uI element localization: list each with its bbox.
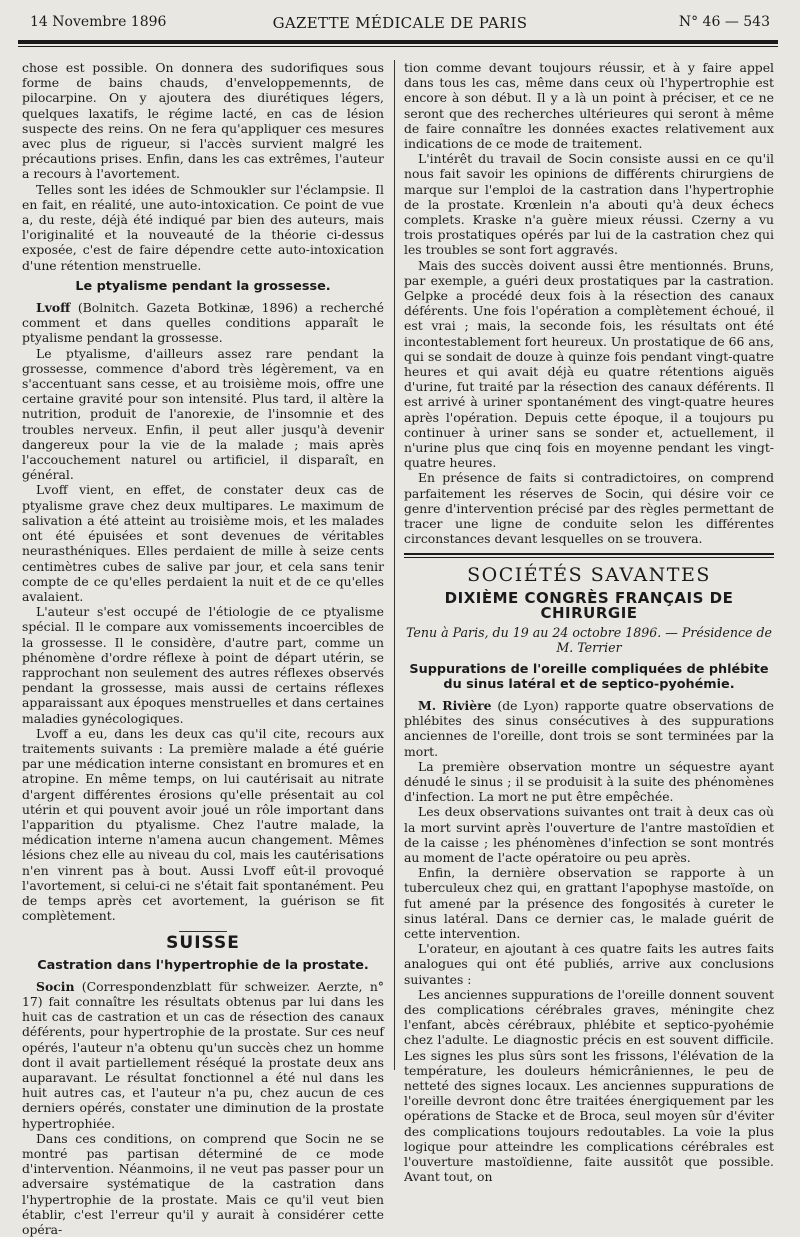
- left-column: [22, 60, 384, 1237]
- section-title: Castration dans l'hypertrophie de la prostate.: [37, 957, 369, 973]
- section-heading: SOCIÉTÉS SAVANTES: [467, 563, 711, 586]
- section-title: Suppurations de l'oreille compliquées de phlébite du sinus latéral et de septico-pyohémie.: [409, 661, 769, 692]
- right-column: [404, 60, 774, 1184]
- congress-title: DIXIÈME CONGRÈS FRANÇAIS DE CHIRURGIE: [444, 588, 734, 622]
- paragraph: Enfin, la dernière observation se rapporte à un tuberculeux chez qui, en grattant l'apophyse mastoïde, on fut amené par la présence des fongosités à cureter le sinus latéral. Dans ce dernier cas, le malade guérit de cette intervention.: [404, 865, 774, 941]
- paragraph: L'orateur, en ajoutant à ces quatre faits les autres faits analogues qui ont été publiés, arrive aux conclusions suivantes :: [404, 941, 774, 987]
- paragraph: Les anciennes suppurations de l'oreille donnent souvent des complications cérébrales graves, méningite chez l'enfant, abcès cérébraux, phlébite et septico-pyohémie chez l'adulte. Le diagnostic précis en est souvent difficile. Les signes les plus sûrs sont les frissons, l'élévation de la température, les douleurs hémicrâniennes, le peu de netteté des signes locaux. Les anciennes suppurations de l'oreille devront donc être traitées énergiquement par les opérations de Stacke et de Broca, seul moyen sûr d'éviter des complications toujours redoutables. La voie la plus logique pour atteindre les complications cérébrales est l'ouverture mastoïdienne, faite aussitôt que possible. Avant tout, on: [404, 986, 774, 1185]
- paragraph: Lvoff a eu, dans les deux cas qu'il cite, recours aux traitements suivants : La première malade a été guérie par une médication interne consistant en bromures et en atropine. En même temps, on lui cautérisait au nitrate d'argent différentes érosions qu'elle présentait au col utérin et qui pouvent avoir joué un rôle important dans l'apparition du ptyalisme. Chez l'autre malade, la médication interne n'amena aucun changement. Mêmes lésions chez elle au niveau du col, mais les cautérisations n'en vinrent pas à bout. Aussi Lvoff eût-il provoqué l'avortement, si celui-ci ne s'était fait spontanément. Peu de temps après cet avortement, la guérison se fit complètement.: [22, 725, 384, 924]
- paragraph: La première observation montre un séquestre ayant dénudé le sinus ; il se produisit à la suite des phénomènes d'infection. La mort ne put être empêchée.: [404, 758, 774, 805]
- header-rule: [18, 40, 778, 44]
- column-divider: [394, 60, 395, 1070]
- author-name: Lvoff: [36, 300, 71, 316]
- author-name: M. Rivière: [418, 697, 492, 713]
- paragraph: L'intérêt du travail de Socin consiste aussi en ce qu'il nous fait savoir les opinions de différents chirurgiens de marque sur l'emploi de la castration dans l'hypertrophie de la prostate. Krœnlein n'a abouti qu'à deux échecs complets. Kraske n'a guère mieux réussi. Czerny a vu trois prostatiques opérés par lui de la castration chez qui les troubles se sont fort aggravés.: [404, 151, 774, 258]
- divider: [179, 931, 227, 932]
- page-header: [30, 14, 770, 36]
- paragraph: L'auteur s'est occupé de l'étiologie de ce ptyalisme spécial. Il le compare aux vomissements incoercibles de la grossesse. Il le considère, d'autre part, comme un phénomène d'ordre réflexe à point de départ utérin, se rapprochant non seulement des autres réflexes observés pendant la grossesse, mais aussi de certains réflexes apparaissant aux époques menstruelles et dans certaines maladies gynécologiques.: [22, 604, 384, 726]
- paragraph: Lvoff vient, en effet, de constater deux cas de ptyalisme grave chez deux multipares. Le maximum de salivation a été atteint au troisième mois, et les malades ont été épuisées et sont devenues de véritables neurasthéniques. Elles perdaient de mille à seize cents centimètres cubes de salive par jour, et cela sans tenir compte de ce qu'elles perdaient la nuit et de ce qu'elles avalaient.: [22, 482, 384, 604]
- congress-subtitle: Tenu à Paris, du 19 au 24 octobre 1896. — Présidence de M. Terrier: [406, 625, 772, 656]
- paragraph: Mais des succès doivent aussi être mentionnés. Bruns, par exemple, a guéri deux prostatiques par la castration. Gelpke a procédé deux fois à la résection des canaux déférents. Une fois l'opération a complètement échoué, il est vrai ; mais, la seconde fois, les résultats ont été incontestablement fort heureux. Un prostatique de 66 ans, qui se sondait de douze à quinze fois pendant vingt-quatre heures et qui avait déjà eu quatre rétentions aiguës d'urine, fut traité par la résection des canaux déférents. Il est arrivé à uriner spontanément des vingt-quatre heures après l'opération. Depuis cette époque, il a toujours pu continuer à uriner sans se sonder et, actuellement, il n'urine plus que cinq fois en moyenne pendant les vingt-quatre heures.: [404, 257, 774, 471]
- paragraph: Dans ces conditions, on comprend que Socin ne se montré pas partisan déterminé de ce mode d'intervention. Néanmoins, il ne veut pas passer pour un adversaire systématique de la castration dans l'hypertrophie de la prostate. Mais ce qu'il veut bien établir, c'est l'erreur qu'il y aurait à considérer cette opéra-: [22, 1130, 384, 1237]
- author-name: Socin: [36, 978, 75, 994]
- header-date: 14 Novembre 1896: [30, 14, 167, 30]
- paragraph: Lvoff (Bolnitch. Gazeta Botkinæ, 1896) a recherché comment et dans quelles conditions apparaît le ptyalisme pendant la grossesse.: [22, 300, 384, 346]
- header-page-number: N° 46 — 543: [678, 14, 770, 30]
- paragraph: Socin (Correspondenzblatt für schweizer. Aerzte, n° 17) fait connaître les résultats obtenus par lui dans les huit cas de castration et un cas de résection des canaux déférents, pour hypertrophie de la prostate. Sur ces neuf opérés, l'auteur n'a obtenu qu'un succès chez un homme dont il avait partiellement réséqué la prostate deux ans auparavant. Le résultat fonctionnel a été nul dans les huit autres cas, et l'auteur n'a pu, chez aucun de ces derniers opérés, constater une diminution de la prostate hypertrophiée.: [22, 978, 384, 1131]
- section-rule: [404, 553, 774, 555]
- section-rule-thin: [404, 557, 774, 558]
- paragraph: Telles sont les idées de Schmoukler sur l'éclampsie. Il en fait, en réalité, une auto-intoxication. Ce point de vue a, du reste, déjà été indiqué par bien des auteurs, mais l'originalité et la nouveauté de la théorie ci-dessus exposée, c'est de faire dépendre cette auto-intoxication d'une rétention menstruelle.: [22, 181, 384, 273]
- paragraph: M. Rivière (de Lyon) rapporte quatre observations de phlébites des sinus consécutives à des suppurations anciennes de l'oreille, dont trois se sont terminées par la mort.: [404, 697, 774, 759]
- paragraph: chose est possible. On donnera des sudorifiques sous forme de bains chauds, d'enveloppemennts, de pilocarpine. On y ajoutera des diurétiques légers, quelques laxatifs, le régime lacté, en cas de lésion suspecte des reins. On ne fera qu'appliquer ces mesures avec plus de rigueur, si l'accès survient malgré les précautions prises. Enfin, dans les cas extrêmes, l'auteur a recours à l'avortement.: [22, 60, 384, 182]
- header-title: GAZETTE MÉDICALE DE PARIS: [272, 14, 528, 32]
- paragraph: En présence de faits si contradictoires, on comprend parfaitement les réserves de Socin, qui désire voir ce genre d'intervention précisé par des règles permettant de tracer une ligne de conduite selon les différentes circonstances devant lesquelles on se trouvera.: [404, 470, 774, 547]
- paragraph: tion comme devant toujours réussir, et à y faire appel dans tous les cas, même dans ceux où l'hypertrophie est encore à son début. Il y a là un point à préciser, et ce ne seront que des recherches ultérieures qui seront à même de faire connaître les données exactes relativement aux indications de ce mode de traitement.: [404, 60, 774, 152]
- header-rule-thin: [18, 46, 778, 47]
- section-heading: SUISSE: [166, 933, 240, 954]
- paragraph: Les deux observations suivantes ont trait à deux cas où la mort survint après l'ouverture de l'antre mastoïdien et de la caisse ; les phénomènes d'infection se sont montrés au moment de l'acte opératoire ou peu après.: [404, 804, 774, 865]
- paragraph: Le ptyalisme, d'ailleurs assez rare pendant la grossesse, commence d'abord très légèrement, va en s'accentuant sans cesse, et au troisième mois, offre une certaine gravité pour son intensité. Plus tard, il altère la nutrition, produit de l'anorexie, de l'insomnie et des troubles nerveux. Enfin, il peut aller jusqu'à devenir dangereux pour la vie de la malade ; mais après l'accouchement naturel ou artificiel, il disparaît, en général.: [22, 345, 384, 483]
- section-title: Le ptyalisme pendant la grossesse.: [75, 278, 331, 294]
